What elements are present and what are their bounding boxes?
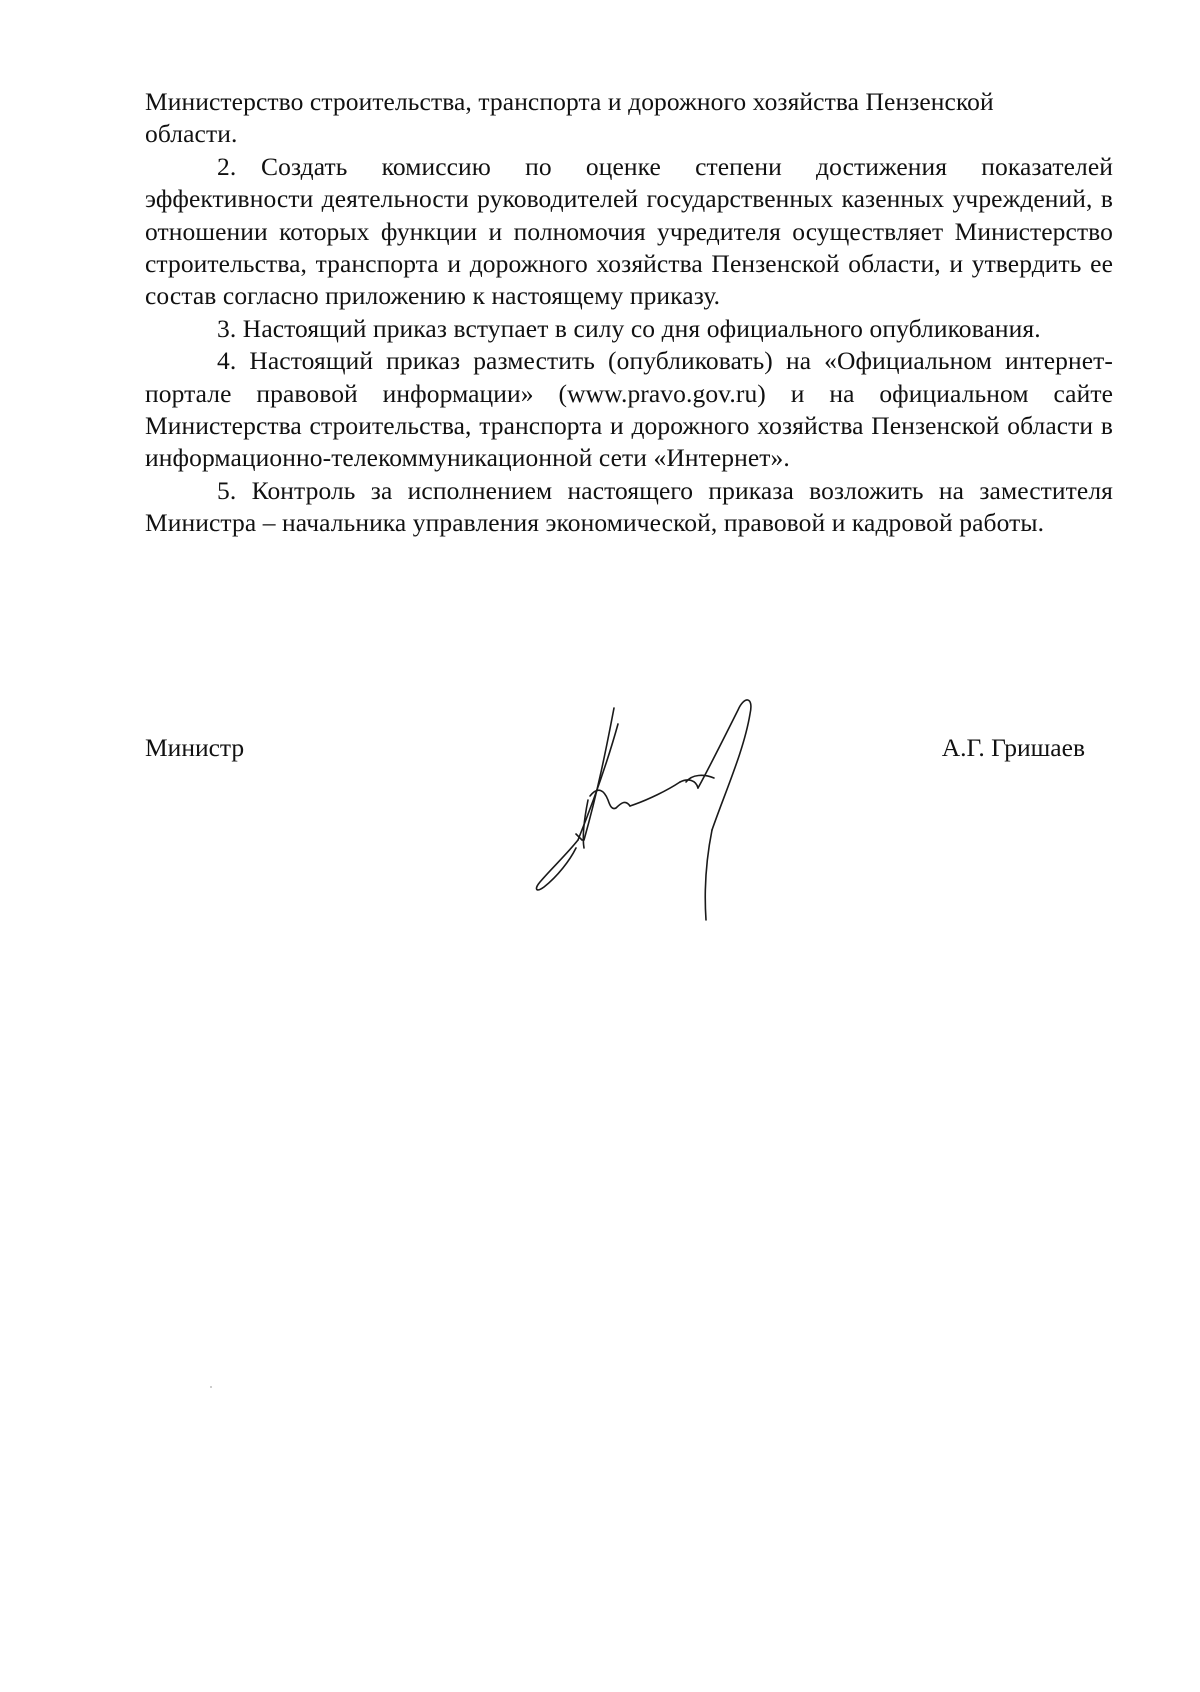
order-body-text [145, 86, 1113, 540]
signer-name: А.Г. Гришаев [941, 733, 1085, 762]
order-item-4 [145, 345, 1113, 475]
order-item-3-text: 3. Настоящий приказ вступает в силу со дня официального опубликования. [217, 313, 1041, 343]
body-line-1-text: Министерство строительства, транспорта и дорожного хозяйства Пензенской [145, 87, 994, 116]
order-item-5 [145, 475, 1113, 540]
scan-speck [210, 1386, 212, 1388]
handwritten-signature [518, 690, 838, 922]
body-line-2 [145, 118, 1113, 150]
order-item-2-text: Создать комиссию по оценке степени достижения показателей эффективности деятельности руководителей государственных казенных учреждений, в отношении которых функции и полномочия учредителя осуществляет Министерство строительства, транспорта и дорожного хозяйства Пензенской области, и утвердить ее состав согласно приложению к настоящему приказу. [145, 151, 1113, 311]
body-line-2-text: области. [145, 119, 238, 149]
order-item-4-text: 4. Настоящий приказ разместить (опубликовать) на «Официальном интернет-портале правовой информации» (www.pravo.gov.ru) и на официальном сайте Министерства строительства, транспорта и дорожного хозяйства Пензенской области в информационно-телекоммуникационной сети «Интернет». [145, 346, 1113, 473]
order-item-2-number: 2. [217, 151, 237, 181]
order-item-2 [145, 151, 1113, 313]
order-item-3 [145, 313, 1113, 345]
body-line-1 [145, 86, 1113, 118]
order-item-5-text: 5. Контроль за исполнением настоящего приказа возложить на заместителя Министра – начальника управления экономической, правовой и кадровой работы. [145, 475, 1113, 538]
signer-position: Министр [145, 733, 245, 762]
